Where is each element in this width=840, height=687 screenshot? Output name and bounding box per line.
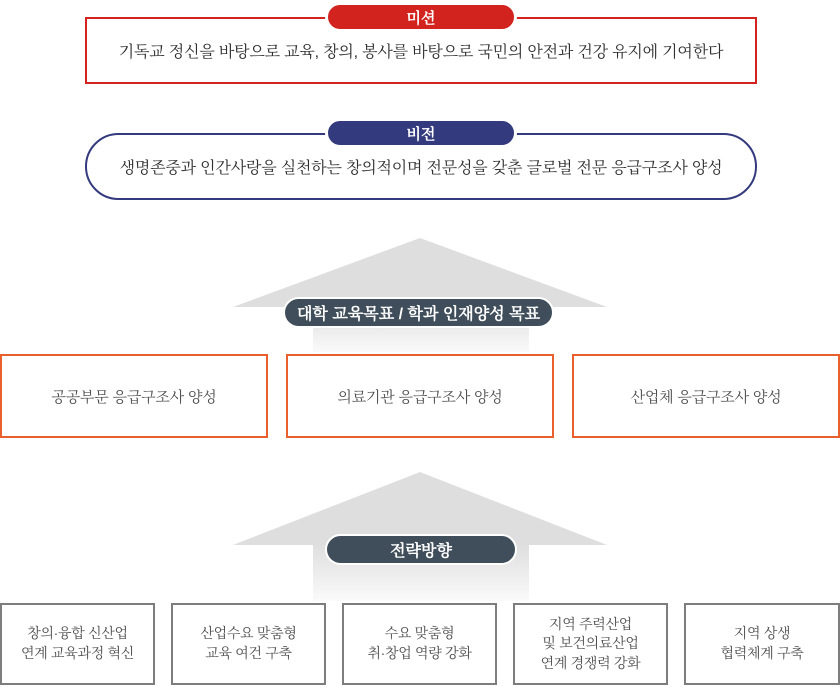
strategy-box-label: 창의·융합 신산업 연계 교육과정 혁신 [21, 625, 134, 661]
strategy-box [0, 603, 155, 685]
strategy-box [684, 603, 840, 685]
mission-badge: 미션 [325, 2, 517, 32]
goal-box-label: 산업체 응급구조사 양성 [630, 388, 782, 406]
strategy-box-label: 지역 상생 협력체계 구축 [720, 625, 804, 661]
goal-box-medical [286, 354, 554, 438]
strategy-box [342, 603, 497, 685]
strategy-box [171, 603, 326, 685]
vision-badge: 비전 [325, 118, 517, 148]
goals-badge: 대학 교육목표 / 학과 인재양성 목표 [283, 297, 554, 328]
strategy-box-label: 지역 주력산업 및 보건의료산업 연계 경쟁력 강화 [540, 615, 641, 671]
vision-text: 생명존중과 인간사랑을 실천하는 창의적이며 전문성을 갖춘 글로벌 전문 응급구조사 양성 [119, 160, 723, 177]
strategy-box-label: 산업수요 맞춤형 교육 여건 구축 [200, 625, 297, 661]
goal-box-public [0, 354, 268, 438]
strategy-badge: 전략방향 [325, 534, 517, 565]
goal-box-industry [572, 354, 840, 438]
goal-box-label: 공공부문 응급구조사 양성 [51, 388, 217, 406]
strategy-box [513, 603, 668, 685]
strategy-box-label: 수요 맞춤형 취·창업 역량 강화 [367, 625, 472, 661]
goal-box-label: 의료기관 응급구조사 양성 [337, 388, 503, 406]
mission-text: 기독교 정신을 바탕으로 교육, 창의, 봉사를 바탕으로 국민의 안전과 건강 유지에 기여한다 [118, 44, 724, 61]
